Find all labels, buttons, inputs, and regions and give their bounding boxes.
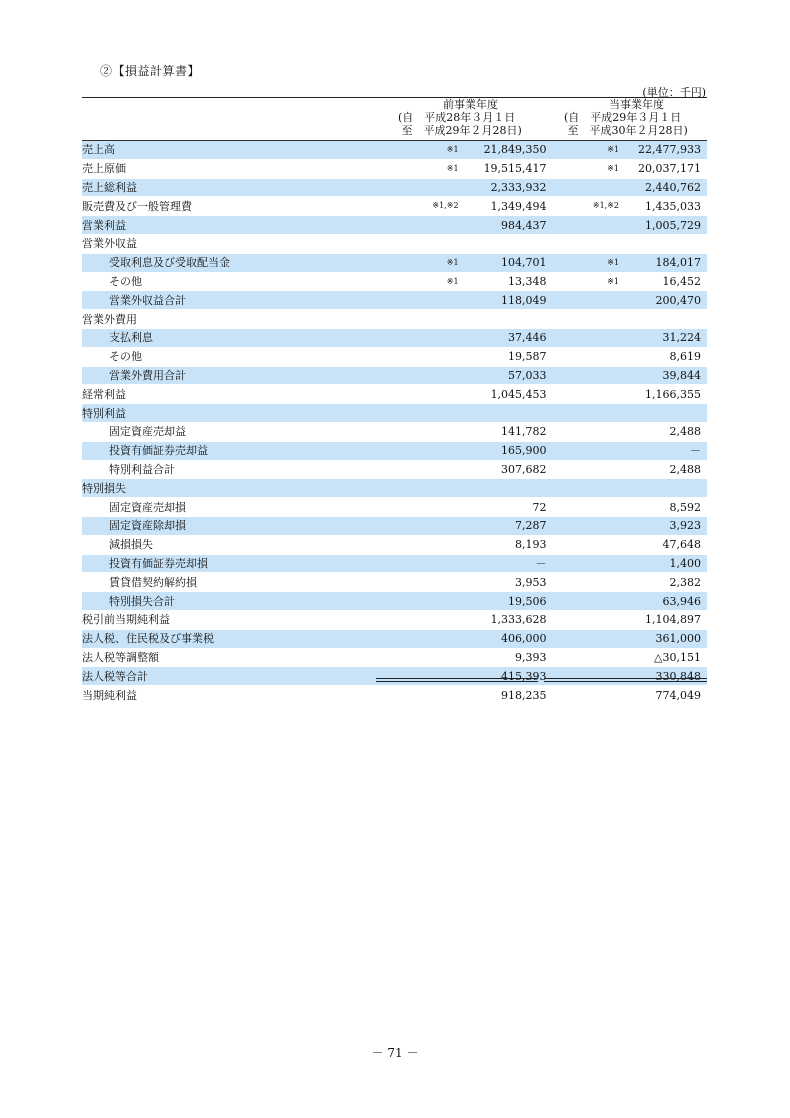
row-label: 固定資産売却損 — [82, 498, 392, 517]
table-row — [82, 460, 707, 479]
prev-amount-cell — [392, 216, 546, 235]
prev-amount-cell — [392, 272, 546, 291]
row-label: 法人税、住民税及び事業税 — [82, 629, 392, 648]
table-row — [82, 592, 707, 611]
table-row — [82, 197, 707, 216]
row-label: 特別損失 — [82, 479, 392, 498]
prev-amount-cell — [392, 234, 546, 253]
cur-amount-cell — [547, 441, 707, 460]
prev-amount: 19,506 — [508, 594, 547, 608]
table-row — [82, 573, 707, 592]
cur-amount-cell — [547, 535, 707, 554]
row-label: 売上原価 — [82, 159, 392, 178]
cur-amount-cell — [547, 479, 707, 498]
row-label: 売上総利益 — [82, 178, 392, 197]
table-row — [82, 328, 707, 347]
cur-total-rule — [544, 678, 707, 682]
prev-amount: 2,333,932 — [490, 180, 547, 194]
prev-amount: 307,682 — [501, 462, 547, 476]
prev-amount: 8,193 — [515, 538, 547, 552]
prev-amount-cell — [392, 422, 546, 441]
table-row — [82, 253, 707, 272]
cur-amount: 47,648 — [662, 538, 701, 552]
cur-amount: 2,440,762 — [645, 180, 701, 194]
cur-amount-cell — [547, 648, 707, 667]
prev-amount: 984,437 — [501, 218, 547, 232]
cur-amount: △30,151 — [654, 650, 701, 664]
table-row — [82, 347, 707, 366]
cur-amount-cell — [547, 686, 707, 705]
prev-amount-cell — [392, 197, 546, 216]
table-row — [82, 479, 707, 498]
cur-amount-cell — [547, 310, 707, 329]
cur-amount-cell — [547, 629, 707, 648]
prev-amount-cell — [392, 610, 546, 629]
prev-amount-cell — [392, 535, 546, 554]
prev-amount-cell — [392, 460, 546, 479]
cur-amount-cell — [547, 422, 707, 441]
prev-amount: 141,782 — [501, 425, 547, 439]
prev-amount-cell — [392, 141, 546, 159]
row-label: 特別利益 — [82, 404, 392, 423]
prev-amount: 918,235 — [501, 688, 547, 702]
row-label: その他 — [82, 272, 392, 291]
cur-amount-cell — [547, 554, 707, 573]
prev-note-ref: ※1,※2 — [432, 201, 459, 211]
cur-amount: 3,923 — [669, 519, 701, 533]
row-label: 特別利益合計 — [82, 460, 392, 479]
cur-amount-cell — [547, 253, 707, 272]
prev-amount: 13,348 — [508, 274, 547, 288]
cur-note-ref: ※1 — [607, 163, 619, 173]
row-label: 経常利益 — [82, 385, 392, 404]
prev-amount-cell — [392, 347, 546, 366]
cur-amount: 2,488 — [669, 462, 701, 476]
cur-amount: 200,470 — [655, 293, 701, 307]
prev-note-ref: ※1 — [446, 145, 459, 154]
prev-amount: 21,849,350 — [483, 143, 547, 157]
cur-amount-cell — [547, 328, 707, 347]
table-row — [82, 216, 707, 235]
row-label: 営業外費用合計 — [82, 366, 392, 385]
cur-period-header — [564, 98, 709, 137]
row-label: 減損損失 — [82, 535, 392, 554]
table-row — [82, 422, 707, 441]
page-number: － 71 － — [371, 1046, 419, 1060]
prev-note-ref: ※1 — [446, 276, 459, 286]
column-header — [82, 97, 707, 141]
prev-amount-cell — [392, 516, 546, 535]
prev-period-from: (自 平成28年３月１日 — [398, 111, 516, 124]
prev-amount: 104,701 — [501, 256, 547, 270]
row-label: 営業利益 — [82, 216, 392, 235]
row-label: 営業外収益合計 — [82, 291, 392, 310]
prev-amount-cell — [392, 366, 546, 385]
table-row — [82, 141, 707, 159]
prev-amount-cell — [392, 629, 546, 648]
cur-amount-cell — [547, 516, 707, 535]
table-row — [82, 686, 707, 705]
cur-note-ref: ※1 — [607, 145, 619, 154]
cur-amount-cell — [547, 460, 707, 479]
prev-amount: 19,587 — [508, 350, 547, 364]
prev-amount-cell — [392, 310, 546, 329]
cur-amount-cell — [547, 159, 707, 178]
prev-period-to: 至 平成29年２月28日) — [398, 124, 522, 137]
table-row — [82, 404, 707, 423]
cur-amount-cell — [547, 216, 707, 235]
cur-amount: 1,435,033 — [645, 199, 701, 213]
prev-amount-cell — [392, 573, 546, 592]
cur-amount: 31,224 — [662, 331, 701, 345]
cur-amount-cell — [547, 291, 707, 310]
table-row — [82, 629, 707, 648]
row-label: 固定資産除却損 — [82, 516, 392, 535]
prev-amount: 118,049 — [501, 293, 547, 307]
table-row — [82, 667, 707, 686]
table-row — [82, 159, 707, 178]
row-label: 販売費及び一般管理費 — [82, 197, 392, 216]
cur-amount-cell — [547, 573, 707, 592]
cur-amount: 184,017 — [655, 256, 701, 270]
cur-amount-cell — [547, 667, 707, 686]
row-label: 受取利息及び受取配当金 — [82, 253, 392, 272]
table-row — [82, 385, 707, 404]
prev-amount: 1,045,453 — [490, 387, 547, 401]
table-row — [82, 441, 707, 460]
cur-note-ref: ※1 — [607, 276, 619, 286]
cur-amount: 20,037,171 — [638, 162, 701, 176]
prev-amount-cell — [392, 441, 546, 460]
cur-amount-cell — [547, 404, 707, 423]
income-statement-body — [82, 141, 707, 704]
table-row — [82, 366, 707, 385]
prev-amount: 19,515,417 — [483, 162, 547, 176]
prev-note-ref: ※1 — [446, 163, 459, 173]
prev-amount-cell — [392, 592, 546, 611]
row-label: 投資有価証券売却損 — [82, 554, 392, 573]
prev-amount-cell — [392, 253, 546, 272]
prev-amount-cell — [392, 328, 546, 347]
cur-amount: 8,592 — [669, 500, 701, 514]
prev-amount-cell — [392, 667, 546, 686]
cur-amount: 2,488 — [669, 425, 701, 439]
cur-amount-cell — [547, 272, 707, 291]
prev-total-rule — [376, 678, 538, 682]
prev-period-header — [398, 98, 543, 137]
prev-amount-cell — [392, 648, 546, 667]
table-row — [82, 648, 707, 667]
prev-amount-cell — [392, 159, 546, 178]
table-row — [82, 498, 707, 517]
cur-amount: 39,844 — [662, 368, 701, 382]
cur-amount-cell — [547, 385, 707, 404]
row-label: 固定資産売却益 — [82, 422, 392, 441]
cur-amount-cell — [547, 234, 707, 253]
prev-amount-cell — [392, 385, 546, 404]
table-row — [82, 178, 707, 197]
prev-amount-cell — [392, 404, 546, 423]
unit-label: (単位：千円) — [642, 86, 706, 99]
cur-amount-cell — [547, 347, 707, 366]
prev-amount: 415,393 — [501, 669, 547, 683]
prev-amount: 37,446 — [508, 331, 547, 345]
table-row — [82, 234, 707, 253]
cur-amount: 1,400 — [669, 556, 701, 570]
prev-amount: － — [535, 556, 547, 570]
cur-amount-cell — [547, 178, 707, 197]
table-row — [82, 610, 707, 629]
prev-amount: 165,900 — [501, 444, 547, 458]
row-label: 法人税等合計 — [82, 667, 392, 686]
row-label: 法人税等調整額 — [82, 648, 392, 667]
row-label: 支払利息 — [82, 328, 392, 347]
row-label: 売上高 — [82, 141, 392, 159]
row-label: 営業外収益 — [82, 234, 392, 253]
cur-amount-cell — [547, 366, 707, 385]
cur-amount: 1,166,355 — [645, 387, 701, 401]
table-row — [82, 516, 707, 535]
prev-period-label: 前事業年度 — [443, 98, 498, 111]
income-statement-table — [82, 141, 707, 705]
row-label: 当期純利益 — [82, 686, 392, 705]
table-row — [82, 291, 707, 310]
prev-note-ref: ※1 — [446, 257, 459, 267]
row-label: 投資有価証券売却益 — [82, 441, 392, 460]
table-row — [82, 310, 707, 329]
prev-amount: 1,333,628 — [490, 613, 547, 627]
table-row — [82, 272, 707, 291]
cur-amount: 16,452 — [662, 274, 701, 288]
prev-amount: 57,033 — [508, 368, 547, 382]
cur-amount: 63,946 — [662, 594, 701, 608]
cur-amount: 330,848 — [655, 669, 701, 683]
prev-amount-cell — [392, 686, 546, 705]
prev-amount: 406,000 — [501, 632, 547, 646]
cur-amount: 774,049 — [655, 688, 701, 702]
cur-amount-cell — [547, 592, 707, 611]
prev-amount-cell — [392, 479, 546, 498]
prev-amount: 1,349,494 — [490, 199, 547, 213]
section-title: ②【損益計算書】 — [100, 64, 201, 78]
row-label: その他 — [82, 347, 392, 366]
cur-amount: 8,619 — [669, 350, 701, 364]
row-label: 営業外費用 — [82, 310, 392, 329]
prev-amount: 72 — [532, 500, 547, 514]
table-row — [82, 554, 707, 573]
prev-amount: 7,287 — [515, 519, 547, 533]
row-label: 特別損失合計 — [82, 592, 392, 611]
cur-note-ref: ※1 — [607, 257, 619, 267]
row-label: 税引前当期純利益 — [82, 610, 392, 629]
prev-amount-cell — [392, 178, 546, 197]
cur-amount-cell — [547, 610, 707, 629]
row-label: 賃貸借契約解約損 — [82, 573, 392, 592]
prev-amount: 9,393 — [515, 650, 547, 664]
table-row — [82, 535, 707, 554]
cur-period-label: 当事業年度 — [609, 98, 664, 111]
cur-amount-cell — [547, 498, 707, 517]
cur-amount: 22,477,933 — [638, 143, 701, 157]
prev-amount-cell — [392, 291, 546, 310]
cur-amount-cell — [547, 141, 707, 159]
cur-period-to: 至 平成30年２月28日) — [564, 124, 688, 137]
prev-amount: 3,953 — [515, 575, 547, 589]
cur-period-from: (自 平成29年３月１日 — [564, 111, 682, 124]
prev-amount-cell — [392, 498, 546, 517]
cur-amount: 1,005,729 — [645, 218, 701, 232]
cur-amount-cell — [547, 197, 707, 216]
cur-amount: － — [690, 444, 701, 458]
cur-amount: 2,382 — [669, 575, 701, 589]
cur-note-ref: ※1,※2 — [592, 201, 619, 211]
prev-amount-cell — [392, 554, 546, 573]
cur-amount: 361,000 — [655, 632, 701, 646]
cur-amount: 1,104,897 — [645, 613, 701, 627]
